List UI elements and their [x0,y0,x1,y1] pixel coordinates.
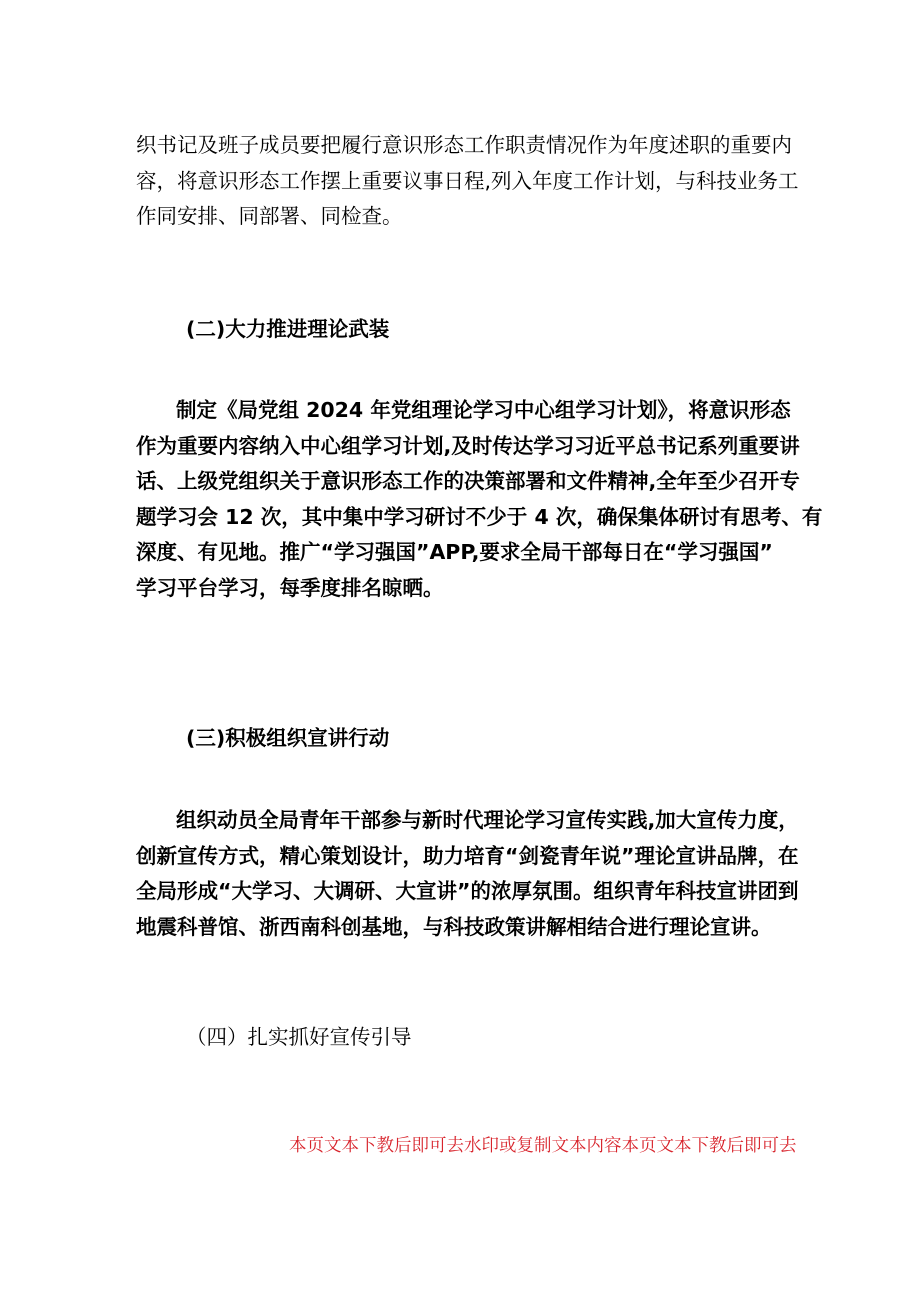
paragraph-2-line-1: 制定《局党组 2024 年党组理论学习中心组学习计划》，将意识形态 [176,398,791,422]
paragraph-2-line-5: 深度、有见地。推广“学习强国”APP,要求全局干部每日在“学习强国” [136,540,773,564]
paragraph-1-line-3: 作同安排、同部署、同检查。 [136,204,403,228]
paragraph-2-line-6: 学习平台学习，每季度排名晾晒。 [136,575,444,600]
paragraph-1-line-1: 织书记及班子成员要把履行意识形态工作职责情况作为年度述职的重要内 [136,133,792,157]
paragraph-3-line-3: 全局形成“大学习、大调研、大宣讲”的浓厚氛围。组织青年科技宣讲团到 [136,879,799,903]
paragraph-3-line-1: 组织动员全局青年干部参与新时代理论学习宣传实践,加大宣传力度， [176,808,799,832]
section-heading-2: (二)大力推进理论武装 [186,317,390,341]
paragraph-1-line-2: 容，将意识形态工作摆上重要议事日程,列入年度工作计划，与科技业务工 [136,168,799,193]
paragraph-2-line-4: 题学习会 12 次，其中集中学习研讨不少于 4 次，确保集体研讨有思考、有 [136,504,823,529]
paragraph-2 [136,393,823,606]
paragraph-3-line-2: 创新宣传方式，精心策划设计，助力培育“剑瓷青年说”理论宣讲品牌，在 [136,843,799,868]
section-heading-3: (三)积极组织宣讲行动 [186,726,390,750]
paragraph-2-line-3: 话、上级党组织关于意识形态工作的决策部署和文件精神,全年至少召开专 [136,469,800,493]
paragraph-2-line-2: 作为重要内容纳入中心组学习计划,及时传达学习习近平总书记系列重要讲 [136,433,800,458]
paragraph-3 [136,803,799,945]
watermark-notice: 本页文本下教后即可去水印或复制文本内容本页文本下教后即可去 [289,1136,797,1156]
paragraph-1 [136,128,799,235]
section-heading-4: （四）扎实抓好宣传引导 [186,1025,412,1049]
paragraph-3-line-4: 地震科普馆、浙西南科创基地，与科技政策讲解相结合进行理论宣讲。 [136,914,772,939]
